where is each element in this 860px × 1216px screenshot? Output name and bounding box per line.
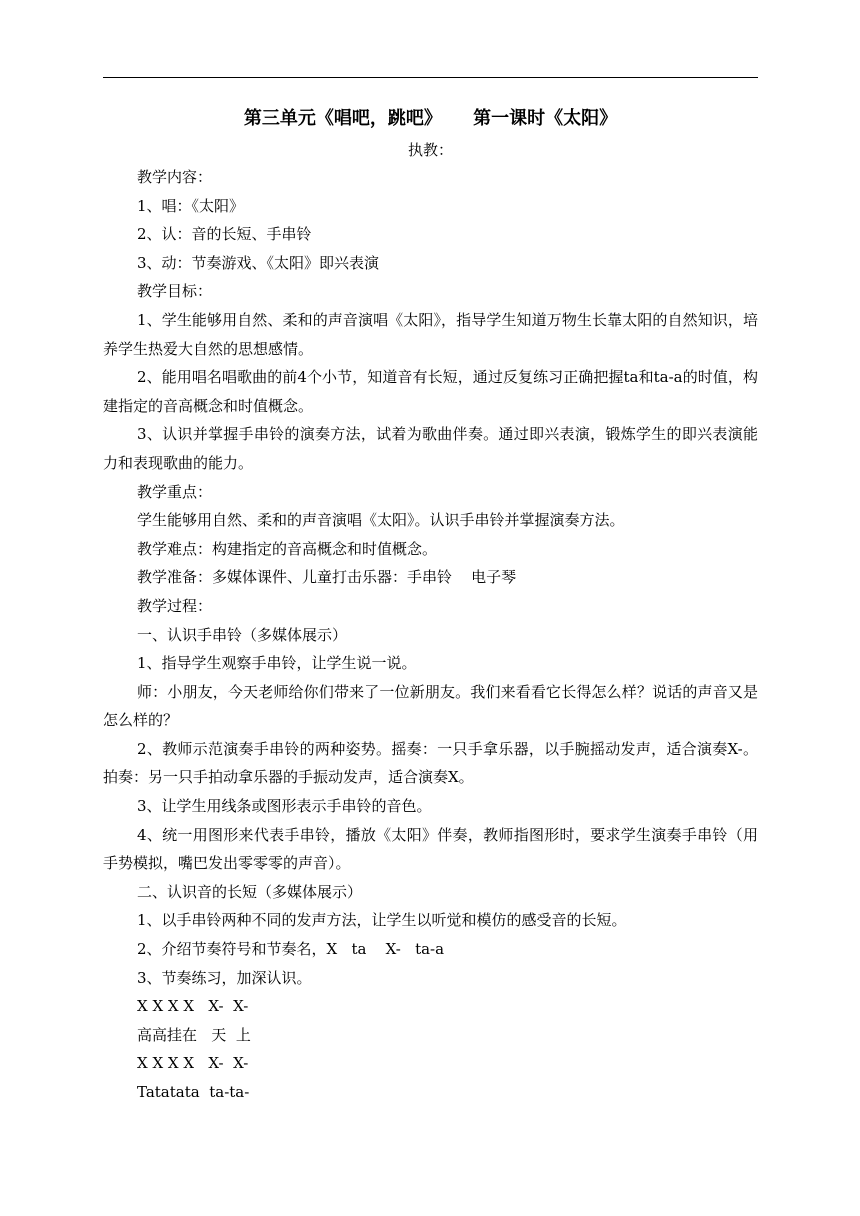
document-body — [103, 163, 758, 1107]
page-title: 第三单元《唱吧，跳吧》 第一课时《太阳》 — [243, 108, 618, 129]
paragraph: 1、指导学生观察手串铃，让学生说一说。 — [137, 654, 417, 673]
header-rule — [103, 77, 758, 78]
teacher-line: 执教： — [407, 141, 453, 159]
paragraph: 教学内容： — [137, 168, 213, 186]
lyric-line: 高高挂在 天 上 — [137, 1025, 251, 1044]
paragraph: 教学准备：多媒体课件、儿童打击乐器：手串铃 电子琴 — [137, 568, 517, 587]
paragraph: 1、学生能够用自然、柔和的声音演唱《太阳》，指导学生知道万物生长靠太阳的自然知识，培养学生热爱大自然的思想感情。 — [103, 310, 758, 358]
paragraph: 二、认识音的长短（多媒体展示） — [137, 882, 363, 901]
paragraph: 师：小朋友，今天老师给你们带来了一位新朋友。我们来看看它长得怎么样？说话的声音又是怎么样的？ — [103, 682, 758, 730]
paragraph: 学生能够用自然、柔和的声音演唱《太阳》。认识手串铃并掌握演奏方法。 — [137, 511, 625, 530]
paragraph: 教学目标： — [137, 282, 213, 301]
rhythm-line: X X X X X- X- — [137, 1054, 249, 1073]
paragraph: 2、介绍节奏符号和节奏名，X ta X- ta-a — [137, 940, 445, 959]
paragraph: 教学难点：构建指定的音高概念和时值概念。 — [137, 539, 438, 558]
rhythm-line: X X X X X- X- — [137, 997, 249, 1016]
paragraph: 2、教师示范演奏手串铃的两种姿势。摇奏：一只手拿乐器，以手腕摇动发声，适合演奏X-。拍奏：另一只手拍动拿乐器的手振动发声，适合演奏X。 — [103, 739, 758, 787]
paragraph: 4、统一用图形来代表手串铃，播放《太阳》伴奏，教师指图形时，要求学生演奏手串铃（用手势模拟，嘴巴发出零零零的声音）。 — [103, 825, 758, 873]
paragraph: 1、唱：《太阳》 — [137, 196, 245, 215]
paragraph: 3、节奏练习，加深认识。 — [137, 968, 312, 987]
paragraph: 3、让学生用线条或图形表示手串铃的音色。 — [137, 797, 432, 816]
paragraph: 3、动：节奏游戏、《太阳》即兴表演 — [137, 253, 380, 272]
paragraph: 教学重点： — [137, 482, 213, 501]
paragraph: 一、认识手串铃（多媒体展示） — [137, 625, 348, 644]
paragraph: 1、以手串铃两种不同的发声方法，让学生以听觉和模仿的感受音的长短。 — [137, 911, 627, 930]
paragraph: 2、能用唱名唱歌曲的前4个小节，知道音有长短，通过反复练习正确把握ta和ta-a的时值，构建指定的音高概念和时值概念。 — [103, 368, 758, 415]
paragraph: 教学过程： — [137, 596, 213, 615]
paragraph: 3、认识并掌握手串铃的演奏方法，试着为歌曲伴奏。通过即兴表演，锻炼学生的即兴表演能力和表现歌曲的能力。 — [103, 425, 758, 472]
rhythm-syllable-line: Tatatata ta-ta- — [137, 1083, 250, 1101]
paragraph: 2、认：音的长短、手串铃 — [137, 225, 312, 244]
